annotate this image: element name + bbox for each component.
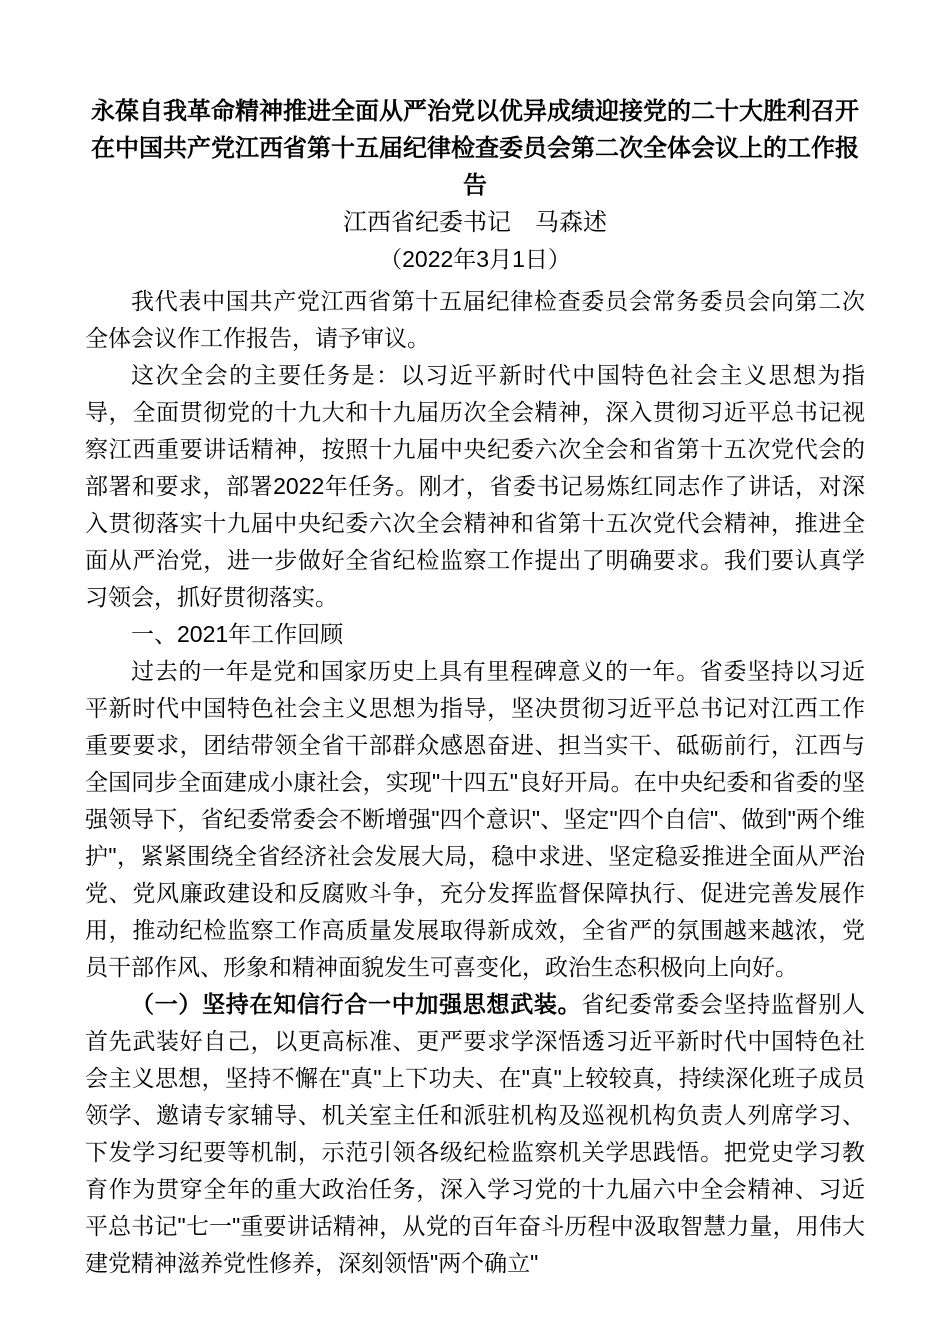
report-byline: 江西省纪委书记 马森述 — [343, 209, 607, 236]
report-title-line-2: 在中国共产党江西省第十五届纪律检查委员会第二次全体会议上的工作报告 — [91, 135, 859, 199]
subsection-lead-ideological-arming: （一）坚持在知信行合一中加强思想武装。 — [131, 991, 582, 1017]
paragraph-report-submission: 我代表中国共产党江西省第十五届纪律检查委员会常务委员会向第二次全体会议作工作报告，请予审议。 — [85, 288, 865, 351]
section-heading-2021-work-review: 一、2021年工作回顾 — [131, 621, 344, 647]
paragraph-ideological-arming — [85, 986, 865, 1282]
report-date: （2022年3月1日） — [379, 246, 571, 272]
report-title-line-1: 永葆自我革命精神推进全面从严治党以优异成绩迎接党的二十大胜利召开 — [91, 98, 859, 125]
subsection-text-ideological-arming: 省纪委常委会坚持监督别人首先武装好自己，以更高标准、更严要求学深悟透习近平新时代中国特色社会主义思想，坚持不懈在"真"上下功夫、在"真"上较较真，持续深化班子成员领学、邀请专家辅导、机关室主任和派驻机构及巡视机构负责人列席学习、下发学习纪要等机制，示范引领各级纪检监察机关学思践悟。把党史学习教育作为贯穿全年的重大政治任务，深入学习党的十九届六中全会精神、习近平总书记"七一"重要讲话精神，从党的百年奋斗历程中汲取智慧力量，用伟大建党精神滋养党性修养，深刻领悟"两个确立" — [85, 991, 866, 1276]
paragraph-2021-overview: 过去的一年是党和国家历史上具有里程碑意义的一年。省委坚持以习近平新时代中国特色社会主义思想为指导，坚决贯彻习近平总书记对江西工作重要要求，团结带领全省干部群众感恩奋进、担当实干、砥砺前行，江西与全国同步全面建成小康社会，实现"十四五"良好开局。在中央纪委和省委的坚强领导下，省纪委常委会不断增强"四个意识"、坚定"四个自信"、做到"两个维护"，紧紧围绕全省经济社会发展大局，稳中求进、坚定稳妥推进全面从严治党、党风廉政建设和反腐败斗争，充分发挥监督保障执行、促进完善发展作用，推动纪检监察工作高质量发展取得新成效，全省严的氛围越来越浓，党员干部作风、形象和精神面貌发生可喜变化，政治生态积极向上向好。 — [85, 658, 865, 980]
report-header — [85, 93, 865, 278]
paragraph-plenary-tasks: 这次全会的主要任务是：以习近平新时代中国特色社会主义思想为指导，全面贯彻党的十九大和十九届历次全会精神，深入贯彻习近平总书记视察江西重要讲话精神，按照十九届中央纪委六次全会和省第十五次党代会的部署和要求，部署2022年任务。刚才，省委书记易炼红同志作了讲话，对深入贯彻落实十九届中央纪委六次全会精神和省第十五次党代会精神，推进全面从严治党，进一步做好全省纪检监察工作提出了明确要求。我们要认真学习领会，抓好贯彻落实。 — [85, 362, 865, 610]
report-body — [85, 283, 865, 1282]
